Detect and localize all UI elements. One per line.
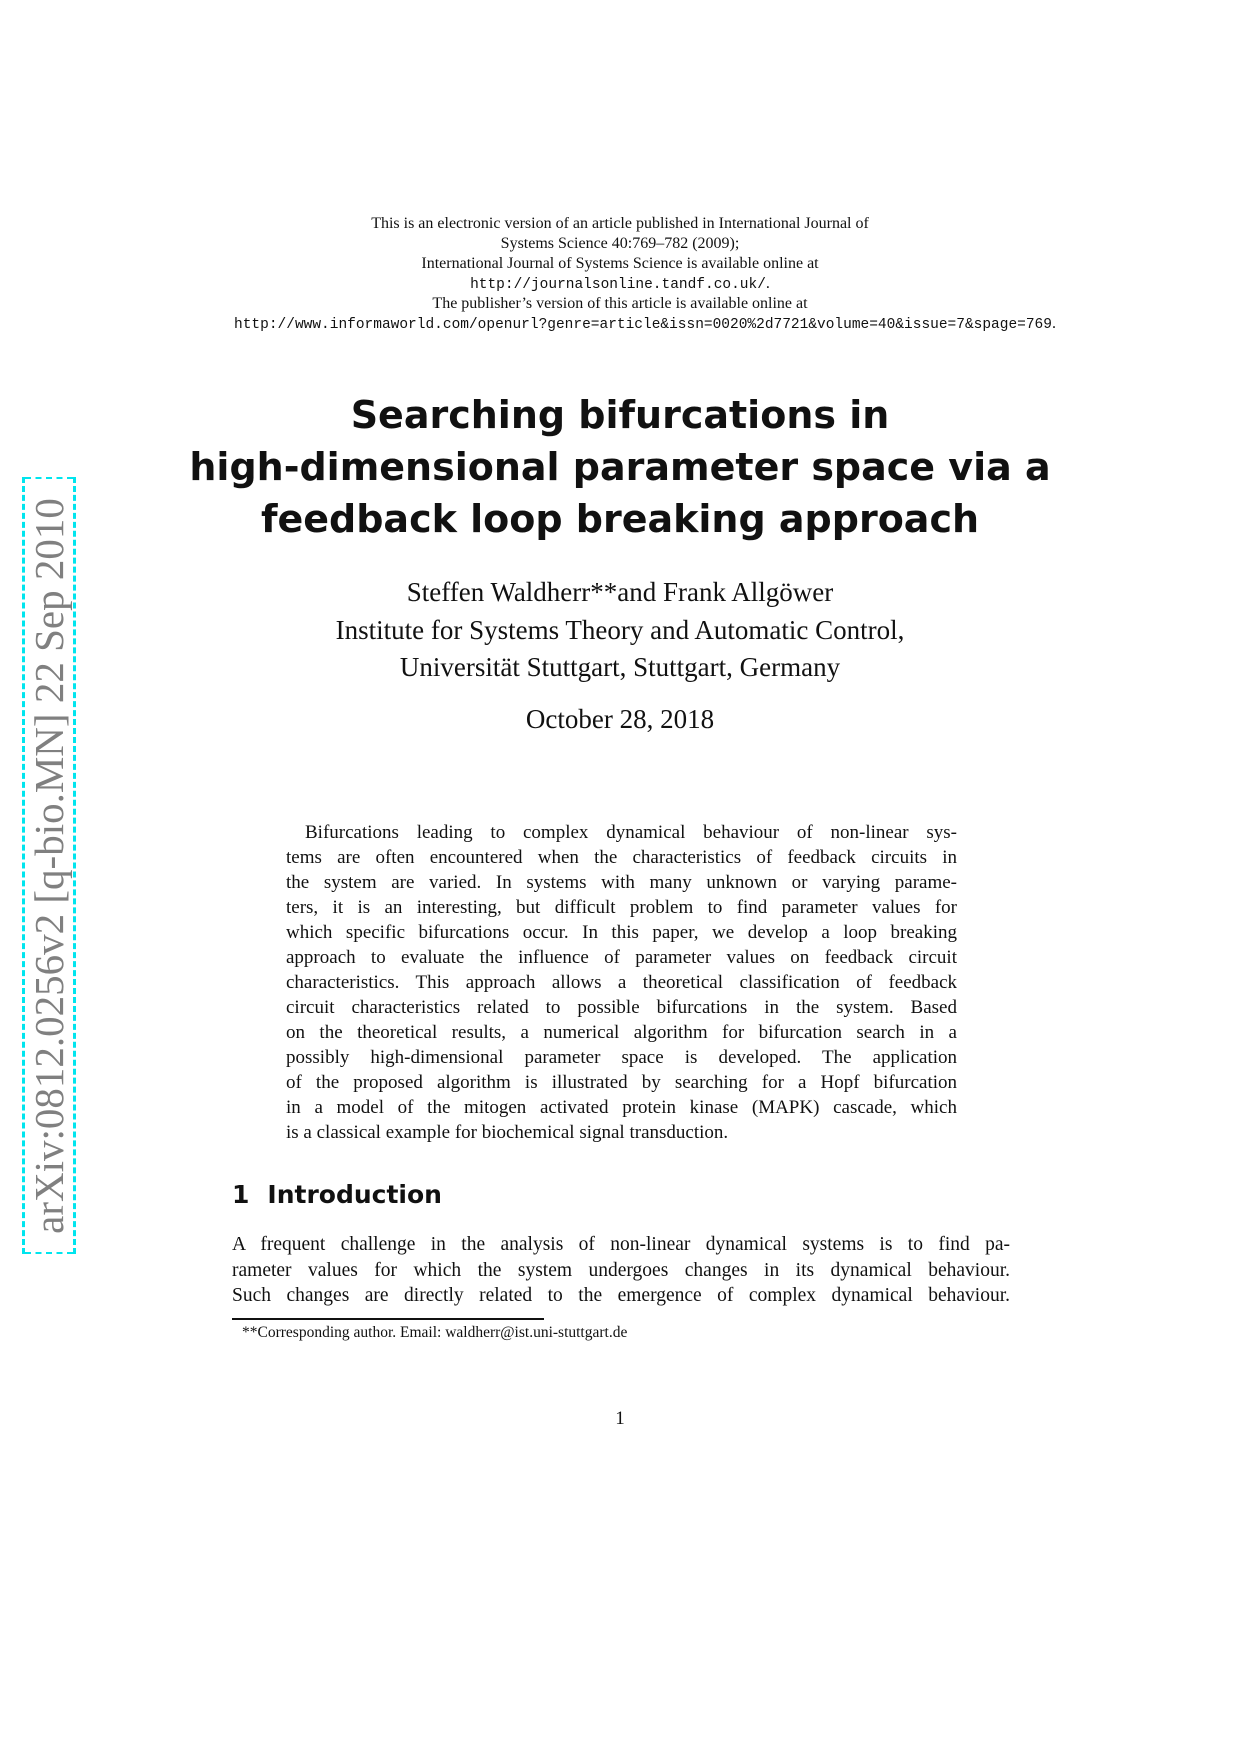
abstract-line: circuit characteristics related to possible bifurcations in the system. Based <box>286 997 957 1018</box>
intro-line: rameter values for which the system undergoes changes in its dynamical behaviour. <box>232 1259 1010 1281</box>
section-title: Introduction <box>267 1180 442 1209</box>
page-number: 1 <box>615 1408 625 1429</box>
title-line: Searching bifurcations in <box>350 393 890 437</box>
footnote-rule <box>232 1318 544 1320</box>
abstract-line: possibly high-dimensional parameter space is developed. The application <box>286 1047 957 1068</box>
abstract-line: the system are varied. In systems with many unknown or varying parame- <box>286 872 957 893</box>
note-line: The publisher’s version of this article is available online at <box>432 295 808 312</box>
abstract-line: ters, it is an interesting, but difficult problem to find parameter values for <box>286 897 957 918</box>
intro-line: A frequent challenge in the analysis of non-linear dynamical systems is to find pa- <box>232 1234 1010 1255</box>
abstract <box>286 820 957 1145</box>
journal-link[interactable]: http://journalsonline.tandf.co.uk/ <box>470 277 766 293</box>
abstract-line: on the theoretical results, a numerical algorithm for bifurcation search in a <box>286 1022 957 1043</box>
paper-date: October 28, 2018 <box>525 704 715 734</box>
note-line: Systems Science 40:769–782 (2009); <box>500 235 740 252</box>
note-line: International Journal of Systems Science is available online at <box>421 255 819 272</box>
affiliation: Institute for Systems Theory and Automatic Control, <box>335 615 905 645</box>
section-number: 1 <box>232 1180 250 1209</box>
abstract-line: tems are often encountered when the characteristics of feedback circuits in <box>286 847 957 868</box>
abstract-line: of the proposed algorithm is illustrated by searching for a Hopf bifurcation <box>286 1072 957 1093</box>
publisher-link[interactable]: http://www.informaworld.com/openurl?genre=article&issn=0020%2d7721&volume=40&issue=7&spage=769 <box>234 317 1052 333</box>
abstract-line: characteristics. This approach allows a theoretical classification of feedback <box>286 972 957 993</box>
section-heading <box>232 1180 442 1209</box>
intro-paragraph <box>232 1232 1010 1309</box>
intro-line: Such changes are directly related to the emergence of complex dynamical behaviour. <box>232 1285 1010 1306</box>
arxiv-stamp-text: arXiv:0812.0256v2 [q-bio.MN] 22 Sep 2010 <box>26 497 72 1234</box>
footnote: **Corresponding author. Email: waldherr@ist.uni-stuttgart.de <box>242 1324 628 1341</box>
punctuation: . <box>765 275 770 292</box>
note-line: This is an electronic version of an article published in International Journal of <box>371 215 869 232</box>
author-names: Steffen Waldherr**and Frank Allgöwer <box>406 577 834 607</box>
punctuation: . <box>1051 315 1056 332</box>
abstract-line: approach to evaluate the influence of parameter values on feedback circuit <box>286 947 957 968</box>
title-line: high-dimensional parameter space via a <box>189 445 1051 489</box>
abstract-line: which specific bifurcations occur. In this paper, we develop a loop breaking <box>286 922 957 943</box>
affiliation: Universität Stuttgart, Stuttgart, Germany <box>399 652 841 682</box>
abstract-line: is a classical example for biochemical signal transduction. <box>286 1122 729 1143</box>
abstract-line: in a model of the mitogen activated protein kinase (MAPK) cascade, which <box>286 1097 957 1118</box>
title-line: feedback loop breaking approach <box>260 497 980 541</box>
abstract-line: Bifurcations leading to complex dynamical behaviour of non-linear sys- <box>305 822 957 843</box>
